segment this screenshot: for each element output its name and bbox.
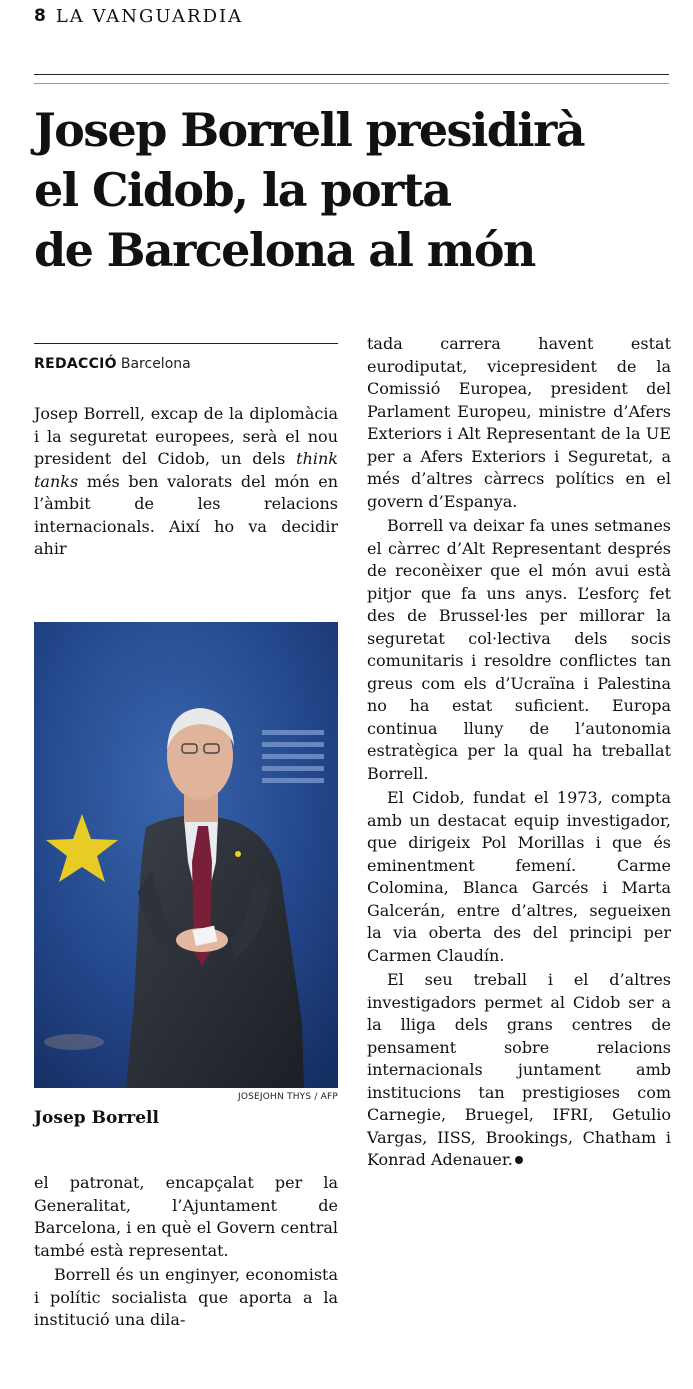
body-paragraph: Borrell va deixar fa unes setmanes el càrrec d’Alt Representant després de reconèixer que el món avui està pitjor que fa uns anys. L’esforç fet des de Brussel·les per millorar la seguretat col·lectiva dels socis comunitaris i resoldre conflictes tan greus com els d’Ucraïna i Palestina no ha estat suficient. Europa continua lluny de l’autonomia estratègica per la qual ha treballat Borrell. (367, 516, 671, 783)
article-photo (34, 622, 338, 1088)
header-rule (34, 74, 669, 75)
headline-line: Josep Borrell presidirà (34, 103, 584, 157)
page-folio (34, 4, 243, 28)
column-right (367, 333, 671, 1172)
end-mark-icon (515, 1156, 523, 1164)
body-text: El seu treball i el d’altres investigadors permet al Cidob ser a la lliga dels grans centres de pensament sobre relacions internacionals juntament amb institucions tan prestigioses com Carnegie, Bruegel, IFRI, Getulio Vargas, IISS, Brookings, Chatham i Konrad Adenauer. (367, 970, 671, 1169)
page-number: 8 (34, 6, 46, 26)
byline-city: Barcelona (120, 356, 191, 372)
lapel-pin-icon (235, 851, 241, 857)
byline-label: REDACCIÓ (34, 356, 117, 372)
photo-illustration (34, 622, 338, 1088)
body-text-italic: think tanks (34, 449, 338, 491)
article-headline (34, 100, 674, 280)
body-text: Josep Borrell, excap de la diplomàcia i la seguretat europees, serà el nou president del Cidob, un dels (34, 404, 338, 468)
byline-rule (34, 343, 338, 344)
body-paragraph-last (367, 969, 671, 1172)
headline-line: el Cidob, la porta (34, 163, 451, 217)
body-paragraph (34, 403, 338, 561)
photo-caption: Josep Borrell (34, 1108, 159, 1128)
column-left-top (34, 403, 338, 561)
photo-credit: JOSEJOHN THYS / AFP (237, 1092, 338, 1102)
body-paragraph: el patronat, encapçalat per la Generalitat, l’Ajuntament de Barcelona, i en què el Govern central també està representat. (34, 1173, 338, 1260)
headline-line: de Barcelona al món (34, 223, 535, 277)
byline (34, 356, 191, 372)
body-paragraph: Borrell és un enginyer, economista i polític socialista que aporta a la institució una dila- (34, 1265, 338, 1329)
body-paragraph: tada carrera havent estat eurodiputat, vicepresident de la Comissió Europea, president del Parlament Europeu, ministre d’Afers Exteriors i Alt Representant de la UE per a Afers Exteriors i Seguretat, a més d’altres càrrecs polítics en el govern d’Espanya. (367, 334, 671, 511)
newspaper-name: LA VANGUARDIA (55, 5, 244, 27)
header-rule-thin (34, 83, 669, 84)
column-left-bottom (34, 1172, 338, 1332)
body-text: més ben valorats del món en l’àmbit de les relacions internacionals. Així ho va decidir ahir (34, 471, 338, 558)
body-paragraph: El Cidob, fundat el 1973, compta amb un destacat equip investigador, que dirigeix Pol Morillas i que és eminentment femení. Carme Colomina, Blanca Garcés i Marta Galcerán, entre d’altres, segueixen la via oberta des del principi per Carmen Claudín. (367, 788, 671, 965)
